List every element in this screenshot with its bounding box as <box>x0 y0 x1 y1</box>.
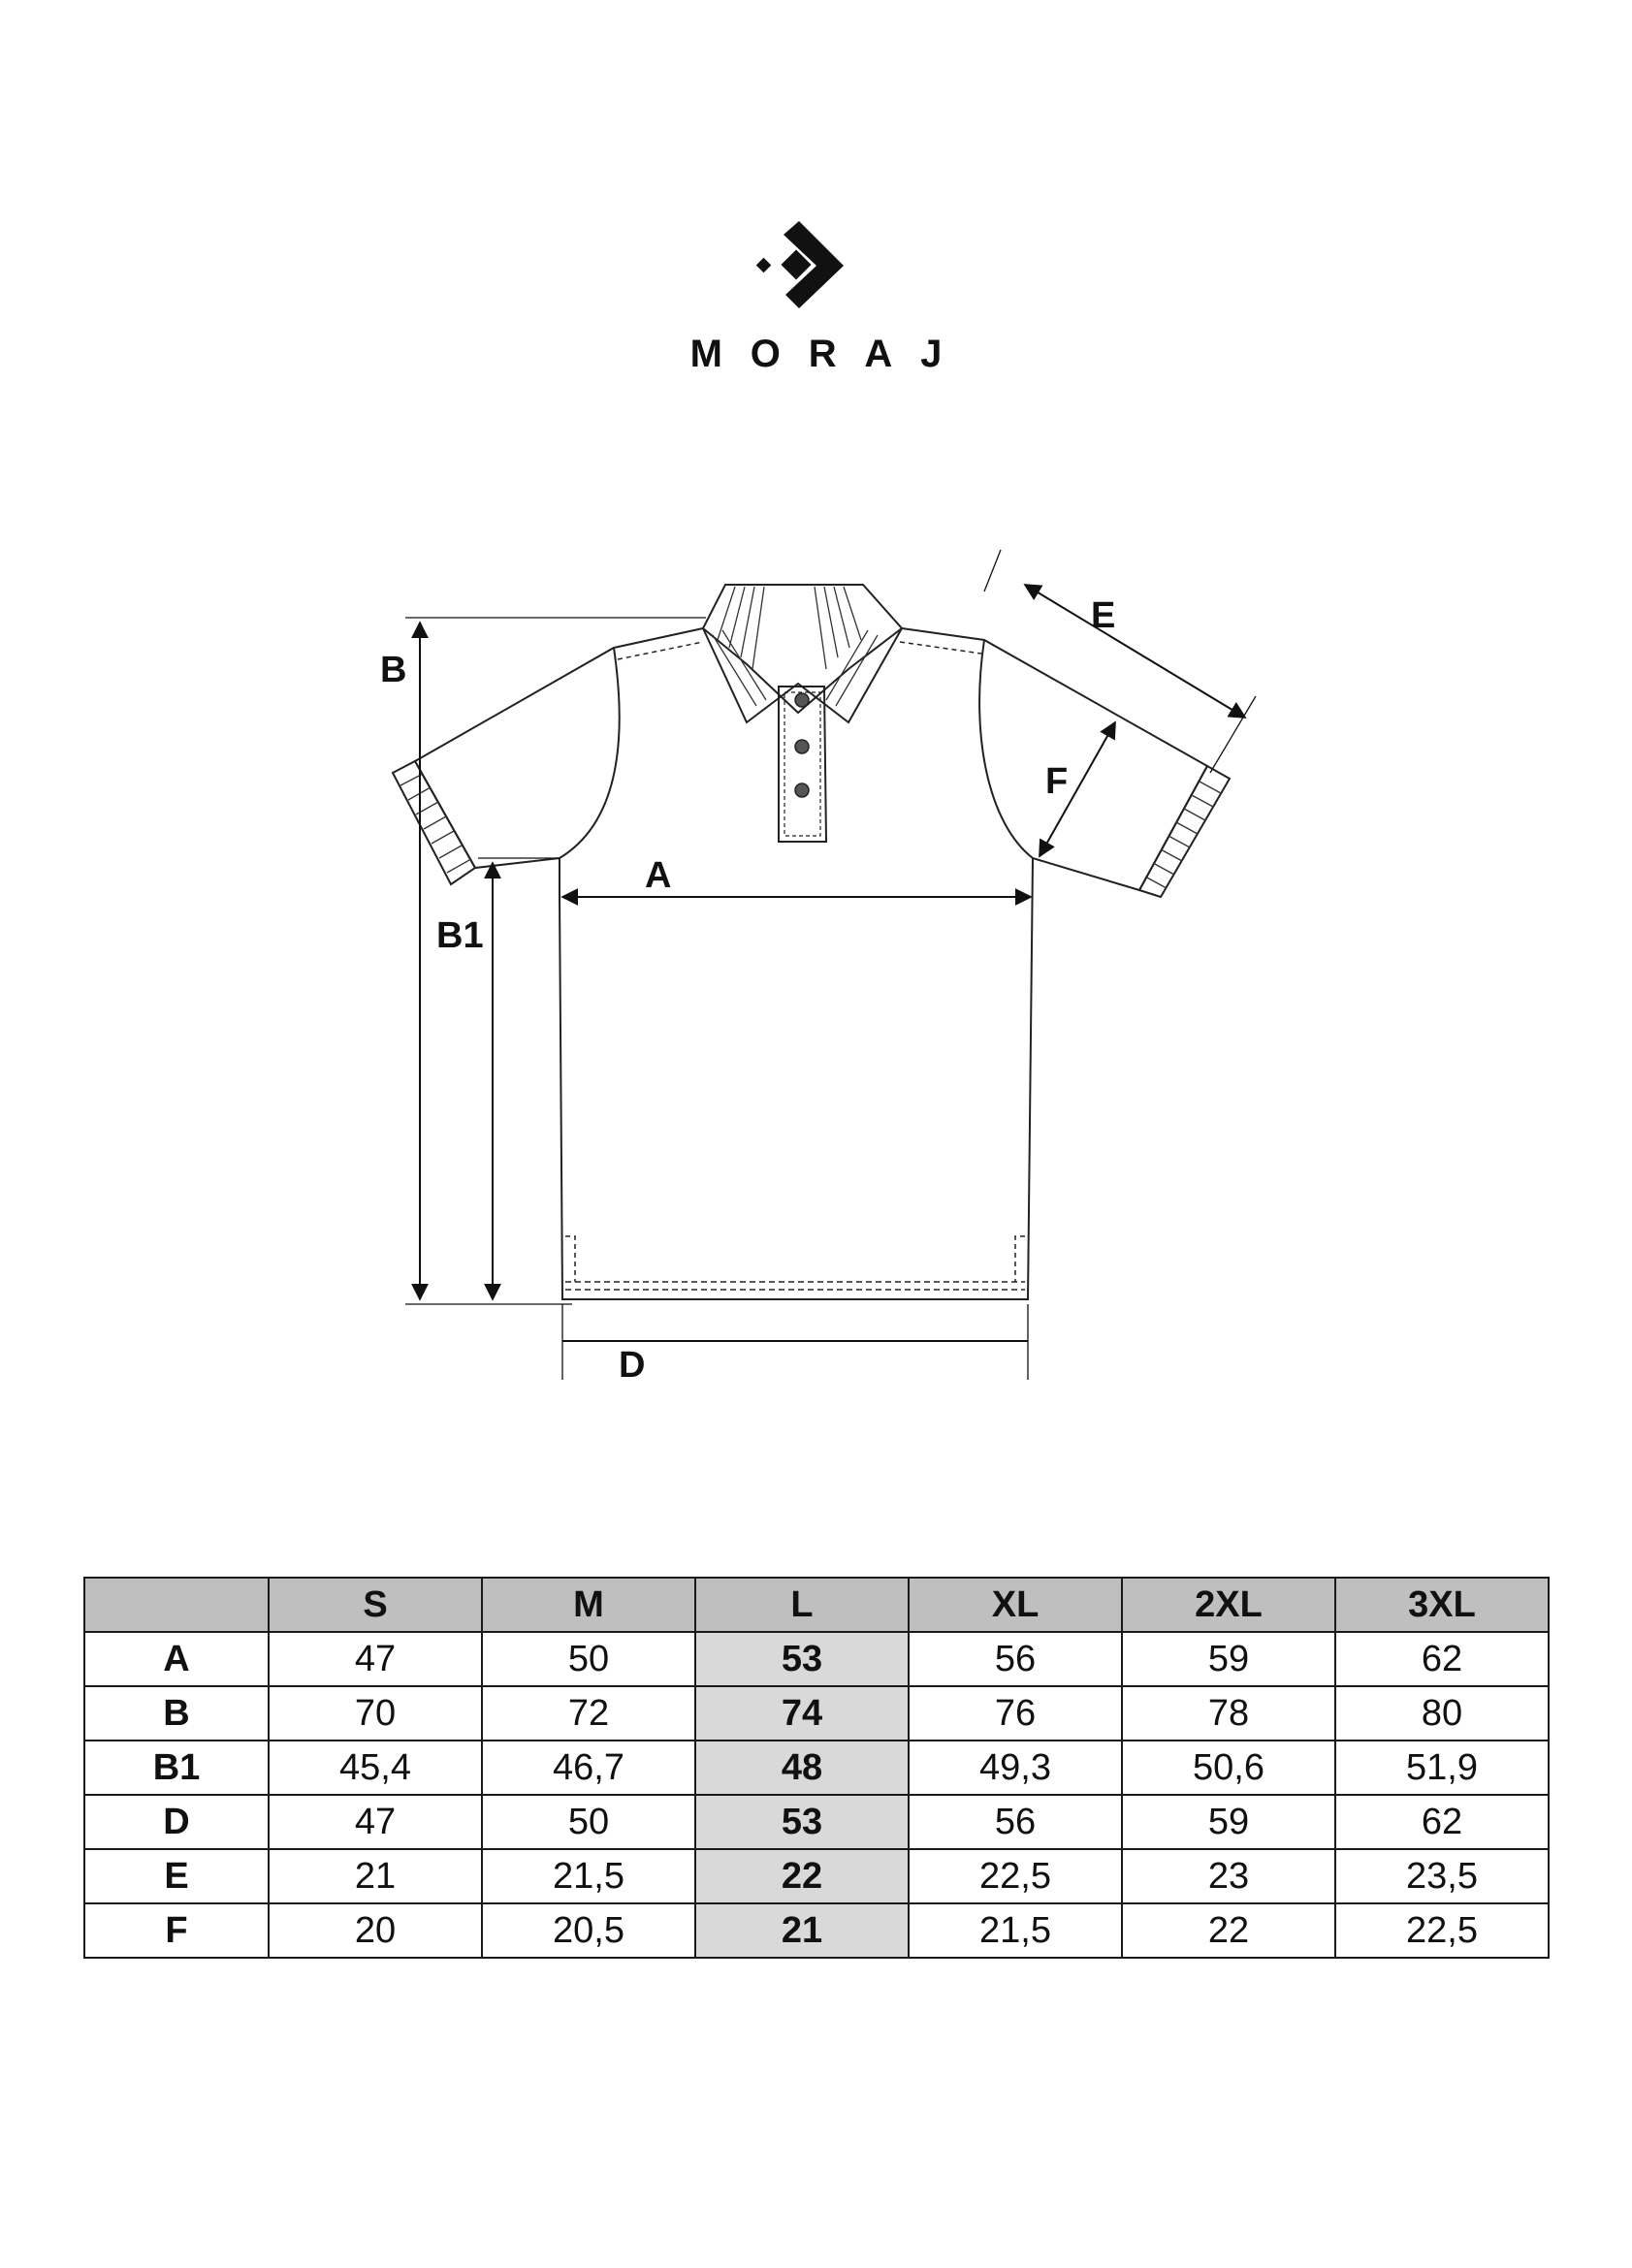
size-value-cell: 21,5 <box>482 1849 695 1903</box>
size-value-cell: 62 <box>1335 1795 1549 1849</box>
size-header: S <box>269 1578 482 1632</box>
size-value-cell: 70 <box>269 1686 482 1741</box>
size-value-cell: 22,5 <box>1335 1903 1549 1958</box>
size-value-cell: 21,5 <box>909 1903 1122 1958</box>
size-value-cell: 78 <box>1122 1686 1335 1741</box>
size-value-cell: 23 <box>1122 1849 1335 1903</box>
size-value-cell: 22 <box>1122 1903 1335 1958</box>
size-value-cell: 72 <box>482 1686 695 1741</box>
size-header: L <box>695 1578 909 1632</box>
measurement-label-cell: E <box>84 1849 269 1903</box>
label-f: F <box>1045 761 1069 802</box>
measurement-label-cell: B1 <box>84 1741 269 1795</box>
table-corner-cell <box>84 1578 269 1632</box>
size-value-cell: 76 <box>909 1686 1122 1741</box>
measurement-label-cell: D <box>84 1795 269 1849</box>
size-value-cell: 50 <box>482 1795 695 1849</box>
size-value-cell: 20,5 <box>482 1903 695 1958</box>
size-value-cell: 47 <box>269 1795 482 1849</box>
polo-shirt-outline <box>393 585 1230 1299</box>
size-value-cell: 56 <box>909 1795 1122 1849</box>
size-header: M <box>482 1578 695 1632</box>
measurement-lines <box>405 550 1256 1380</box>
label-a: A <box>645 855 672 896</box>
size-value-cell: 47 <box>269 1632 482 1686</box>
table-row <box>84 1741 1549 1795</box>
size-value-cell: 21 <box>695 1903 909 1958</box>
label-e: E <box>1091 595 1116 636</box>
right-cuff-ribbing <box>1145 782 1221 888</box>
size-value-cell: 59 <box>1122 1795 1335 1849</box>
size-value-cell: 50 <box>482 1632 695 1686</box>
size-value-cell: 56 <box>909 1632 1122 1686</box>
label-b1: B1 <box>436 915 484 956</box>
size-value-cell: 59 <box>1122 1632 1335 1686</box>
size-value-cell: 23,5 <box>1335 1849 1549 1903</box>
size-value-cell: 21 <box>269 1849 482 1903</box>
size-value-cell: 45,4 <box>269 1741 482 1795</box>
table-row <box>84 1632 1549 1686</box>
size-value-cell: 53 <box>695 1795 909 1849</box>
size-value-cell: 20 <box>269 1903 482 1958</box>
label-d: D <box>619 1345 646 1386</box>
measurement-label-cell: A <box>84 1632 269 1686</box>
size-value-cell: 80 <box>1335 1686 1549 1741</box>
button-1 <box>795 693 809 707</box>
button-2 <box>795 740 809 753</box>
size-value-cell: 62 <box>1335 1632 1549 1686</box>
size-value-cell: 74 <box>695 1686 909 1741</box>
size-value-cell: 48 <box>695 1741 909 1795</box>
left-cuff-ribbing <box>400 774 469 873</box>
label-b: B <box>380 650 407 690</box>
table-row <box>84 1849 1549 1903</box>
size-value-cell: 49,3 <box>909 1741 1122 1795</box>
size-value-cell: 22 <box>695 1849 909 1903</box>
table-row <box>84 1903 1549 1958</box>
size-value-cell: 51,9 <box>1335 1741 1549 1795</box>
size-header: 2XL <box>1122 1578 1335 1632</box>
size-value-cell: 46,7 <box>482 1741 695 1795</box>
table-header-row <box>84 1578 1549 1632</box>
brand-name: MORAJ <box>689 333 971 375</box>
size-value-cell: 50,6 <box>1122 1741 1335 1795</box>
collar-ribbing <box>713 587 878 706</box>
table-row <box>84 1795 1549 1849</box>
measurement-label-cell: F <box>84 1903 269 1958</box>
measurement-label-cell: B <box>84 1686 269 1741</box>
size-value-cell: 22,5 <box>909 1849 1122 1903</box>
measure-e <box>1025 585 1245 718</box>
button-3 <box>795 783 809 797</box>
size-value-cell: 53 <box>695 1632 909 1686</box>
size-header: XL <box>909 1578 1122 1632</box>
size-chart-table <box>83 1577 1550 1959</box>
size-header: 3XL <box>1335 1578 1549 1632</box>
table-row <box>84 1686 1549 1741</box>
